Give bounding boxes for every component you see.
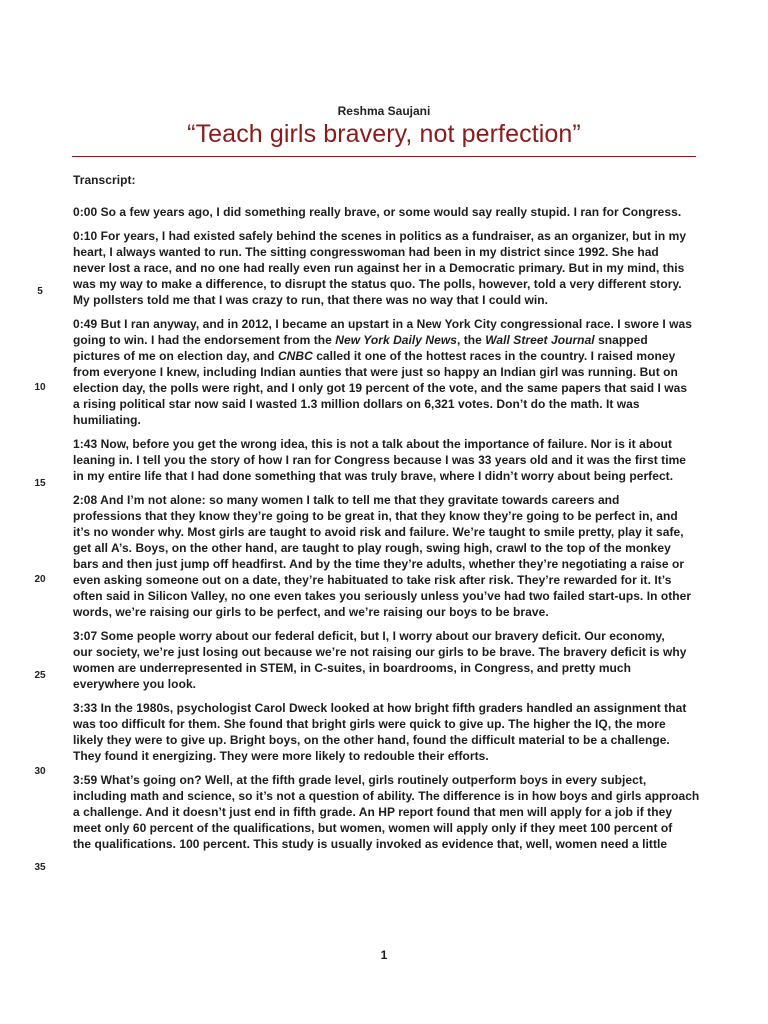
publication-name: New York Daily News [335, 333, 457, 347]
text-line: it’s no wonder why. Most girls are taught to avoid risk and failure. We’re taught to smile pretty, play it safe, [73, 525, 684, 539]
line-number-35: 35 [34, 862, 46, 873]
text-line: was my way to make a difference, to disrupt the status quo. The polls, however, told a very different story. [73, 277, 682, 291]
text-line: My pollsters told me that I was crazy to run, that there was no way that I could win. [73, 293, 548, 307]
text-line [73, 348, 697, 364]
text-line: was too difficult for them. She found that bright girls were quick to give up. The higher the IQ, the more [73, 717, 666, 731]
text-line: in my entire life that I had done something that was truly brave, where I didn’t worry about being perfect. [73, 469, 674, 483]
text-line: 3:07 Some people worry about our federal deficit, but I, I worry about our bravery deficit. Our economy, [73, 629, 665, 643]
text-line: 0:00 So a few years ago, I did something really brave, or some would say really stupid. I ran for Congress. [73, 205, 682, 219]
text-line: They found it energizing. They were more likely to redouble their efforts. [73, 749, 489, 763]
line-number-30: 30 [34, 766, 46, 777]
text-run: snapped [594, 333, 648, 347]
text-line: often said in Silicon Valley, no one even takes you seriously unless you’ve had two failed start-ups. In other [73, 589, 692, 603]
text-line: 0:10 For years, I had existed safely behind the scenes in politics as a fundraiser, as an organizer, but in my [73, 229, 687, 243]
text-line: humiliating. [73, 413, 141, 427]
text-run: pictures of me on election day, and [73, 349, 278, 363]
line-number-10: 10 [34, 382, 46, 393]
paragraph-2-08 [73, 492, 697, 620]
title-divider [72, 156, 696, 157]
text-line: get all A’s. Boys, on the other hand, are taught to play rough, swing high, crawl to the top of the monkey [73, 541, 671, 555]
text-run: called it one of the hottest races in the country. I raised money [312, 349, 676, 363]
text-line: heart, I always wanted to run. The sitting congresswoman had been in my district since 1992. She had [73, 245, 659, 259]
paragraph-0-49 [73, 316, 697, 428]
text-line: a challenge. And it doesn’t just end in fifth grade. An HP report found that men will apply for a job if they [73, 805, 673, 819]
text-line: 3:59 What’s going on? Well, at the fifth grade level, girls routinely outperform boys in every subject, [73, 773, 647, 787]
text-run: , the [456, 333, 486, 347]
text-line: our society, we’re just losing out because we’re not raising our girls to be brave. The bravery deficit is why [73, 645, 687, 659]
text-line: a rising political star now said I wasted 1.3 million dollars on 6,321 votes. Don’t do the math. It was [73, 397, 640, 411]
page-number: 1 [380, 948, 388, 962]
line-number-5: 5 [37, 286, 43, 297]
line-number-20: 20 [34, 574, 46, 585]
text-line: bars and then just jump off headfirst. And by the time they’re adults, whether they’re negotiating a raise or [73, 557, 685, 571]
text-line: 3:33 In the 1980s, psychologist Carol Dweck looked at how bright fifth graders handled an assignment that [73, 701, 687, 715]
text-line [73, 332, 697, 348]
text-line: likely they were to give up. Bright boys, on the other hand, found the difficult material to be a challenge. [73, 733, 670, 747]
text-line: including math and science, so it’s not a question of ability. The difference is in how boys and girls approach [73, 789, 700, 803]
text-line: 0:49 But I ran anyway, and in 2012, I became an upstart in a New York City congressional race. I swore I was [73, 317, 692, 331]
text-line: never lost a race, and no one had really even run against her in a Democratic primary. But in my mind, this [73, 261, 685, 275]
text-line: the qualifications. 100 percent. This study is usually invoked as evidence that, well, women need a little [73, 837, 668, 851]
text-line: 2:08 And I’m not alone: so many women I talk to tell me that they gravitate towards careers and [73, 493, 620, 507]
text-line: 1:43 Now, before you get the wrong idea, this is not a talk about the importance of failure. Nor is it about [73, 437, 673, 451]
text-line: women are underrepresented in STEM, in C-suites, in boardrooms, in Congress, and pretty much [73, 661, 632, 675]
line-number-15: 15 [34, 478, 46, 489]
paragraph-3-59 [73, 772, 700, 852]
paragraph-3-07 [73, 628, 697, 692]
paragraph-0-10 [73, 228, 697, 308]
text-line: words, we’re raising our girls to be perfect, and we’re raising our boys to be brave. [73, 605, 549, 619]
text-run: going to win. I had the endorsement from the [73, 333, 336, 347]
text-line: everywhere you look. [73, 677, 197, 691]
author-name: Reshma Saujani [337, 104, 431, 118]
transcript-body [73, 172, 700, 860]
text-line: from everyone I knew, including Indian aunties that were just so happy an Indian girl was running. But on [73, 365, 678, 379]
text-line: election day, the polls were right, and I only got 19 percent of the vote, and the same papers that said I was [73, 381, 688, 395]
paragraph-1-43 [73, 436, 697, 484]
document-title: “Teach girls bravery, not perfection” [187, 120, 581, 148]
transcript-label: Transcript: [73, 173, 136, 187]
text-line: even asking someone out on a date, they’re habituated to take risk after risk. They’re rewarded for it. It’s [73, 573, 672, 587]
publication-name: CNBC [277, 349, 313, 363]
paragraph-0-00 [73, 204, 697, 220]
paragraph-3-33 [73, 700, 697, 764]
text-line: professions that they know they’re going to be great in, that they know they’re going to be perfect in, and [73, 509, 678, 523]
text-line: meet only 60 percent of the qualifications, but women, women will apply only if they meet 100 percent of [73, 821, 673, 835]
line-number-25: 25 [34, 670, 46, 681]
text-line: leaning in. I tell you the story of how I ran for Congress because I was 33 years old and it was the first time [73, 453, 687, 467]
publication-name: Wall Street Journal [485, 333, 595, 347]
